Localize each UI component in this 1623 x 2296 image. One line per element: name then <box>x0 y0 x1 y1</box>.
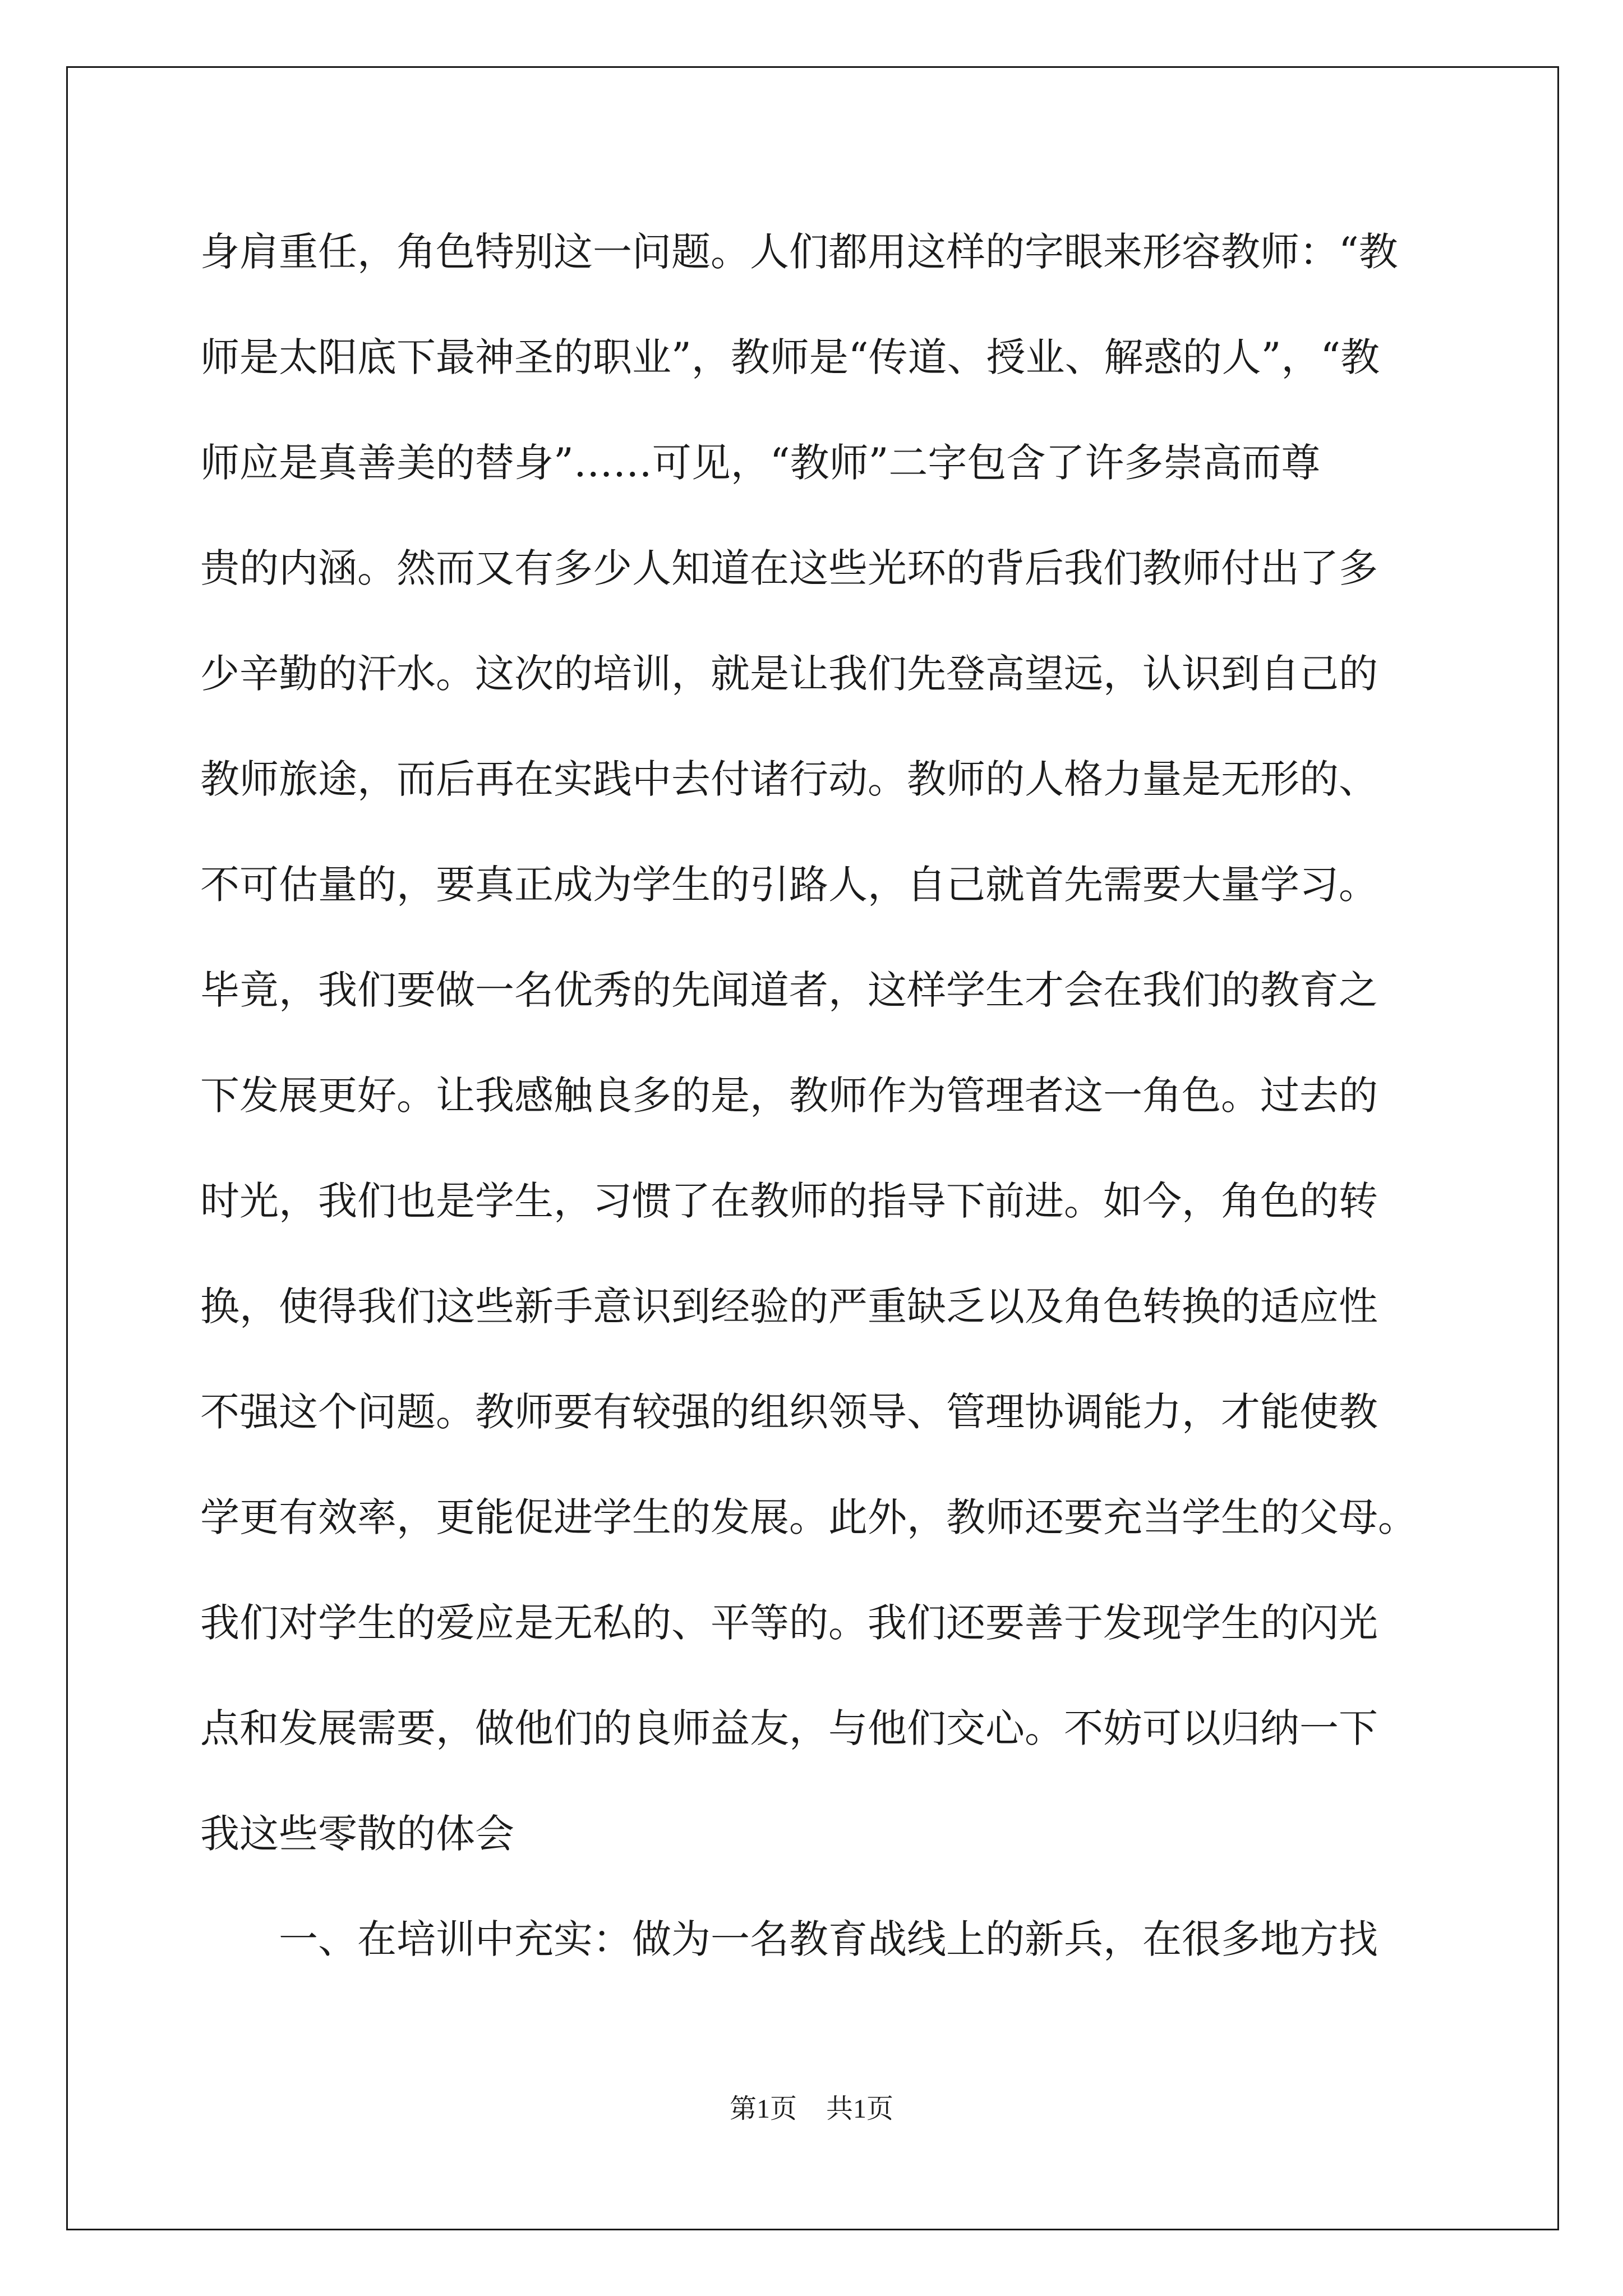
text-line-5: 少辛勤的汗水。这次的培训，就是让我们先登高望远，认识到自己的 <box>200 651 1378 697</box>
text-line-7: 不可估量的，要真正成为学生的引路人，自己就首先需要大量学习。 <box>200 862 1378 908</box>
text-line-9: 下发展更好。让我感触良多的是，教师作为管理者这一角色。过去的 <box>200 1073 1378 1119</box>
page-number-current: 第1页 <box>729 2094 797 2124</box>
text-line-8: 毕竟，我们要做一名优秀的先闻道者，这样学生才会在我们的教育之 <box>200 967 1378 1013</box>
text-line-3: 师应是真善美的替身”……可见，“教师”二字包含了许多崇高而尊 <box>200 440 1321 486</box>
text-line-1: 身肩重任，角色特别这一问题。人们都用这样的字眼来形容教师：“教 <box>200 229 1398 275</box>
text-line-13: 学更有效率，更能促进学生的发展。此外，教师还要充当学生的父母。 <box>200 1494 1417 1540</box>
text-line-11: 换，使得我们这些新手意识到经验的严重缺乏以及角色转换的适应性 <box>200 1283 1378 1329</box>
text-line-6: 教师旅途，而后再在实践中去付诸行动。教师的人格力量是无形的、 <box>200 756 1378 802</box>
page-number-total: 共1页 <box>826 2094 894 2124</box>
text-line-14: 我们对学生的爱应是无私的、平等的。我们还要善于发现学生的闪光 <box>200 1600 1378 1646</box>
text-line-12: 不强这个问题。教师要有较强的组织领导、管理协调能力，才能使教 <box>200 1389 1378 1435</box>
text-line-4: 贵的内涵。然而又有多少人知道在这些光环的背后我们教师付出了多 <box>200 545 1378 591</box>
page-footer <box>0 2087 1623 2125</box>
text-line-16: 我这些零散的体会 <box>200 1811 514 1857</box>
text-line-10: 时光，我们也是学生，习惯了在教师的指导下前进。如今，角色的转 <box>200 1178 1378 1224</box>
document-body <box>200 199 1434 1992</box>
text-line-2: 师是太阳底下最神圣的职业”，教师是“传道、授业、解惑的人”，“教 <box>200 334 1380 380</box>
section-heading-line: 一、在培训中充实：做为一名教育战线上的新兵，在很多地方找 <box>279 1916 1378 1962</box>
text-line-15: 点和发展需要，做他们的良师益友，与他们交心。不妨可以归纳一下 <box>200 1705 1378 1751</box>
